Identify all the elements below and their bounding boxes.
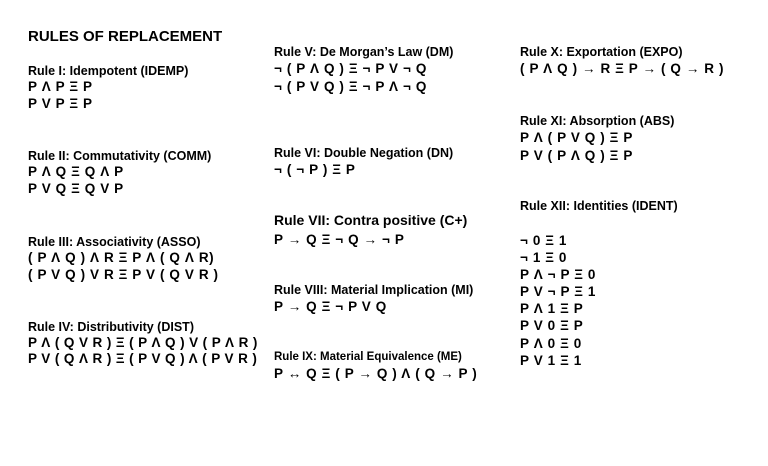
rule-12-line: P V 0 Ξ P <box>520 318 584 333</box>
rule-1-line: P Λ P Ξ P <box>28 79 93 94</box>
rule-8-line: P → Q Ξ ¬ P V Q <box>274 299 387 314</box>
rule-12-line: P V ¬ P Ξ 1 <box>520 284 596 299</box>
rule-9-heading: Rule IX: Material Equivalence (ME) <box>274 351 462 363</box>
rule-6-heading: Rule VI: Double Negation (DN) <box>274 146 454 160</box>
rule-7-heading: Rule VII: Contra positive (C+) <box>274 212 468 228</box>
rule-3-line: ( P Λ Q ) Λ R Ξ P Λ ( Q Λ R) <box>28 250 215 265</box>
rule-12-line: P Λ 1 Ξ P <box>520 301 584 316</box>
rule-5-line: ¬ ( P Λ Q ) Ξ ¬ P V ¬ Q <box>274 61 427 76</box>
rule-3-line: ( P V Q ) V R Ξ P V ( Q V R ) <box>28 267 219 282</box>
rule-12-line: ¬ 1 Ξ 0 <box>520 250 568 265</box>
rule-10-line: ( P Λ Q ) → R Ξ P → ( Q → R ) <box>520 61 725 76</box>
rule-4-line: P V ( Q Λ R ) Ξ ( P V Q ) Λ ( P V R ) <box>28 351 258 366</box>
rule-11-line: P Λ ( P V Q ) Ξ P <box>520 130 633 145</box>
rule-12-line: ¬ 0 Ξ 1 <box>520 233 568 248</box>
rule-12-line: P Λ ¬ P Ξ 0 <box>520 267 596 282</box>
rule-2-line: P V Q Ξ Q V P <box>28 181 124 196</box>
rule-11-heading: Rule XI: Absorption (ABS) <box>520 114 675 128</box>
rule-5-line: ¬ ( P V Q ) Ξ ¬ P Λ ¬ Q <box>274 79 427 94</box>
rule-6-line: ¬ ( ¬ P ) Ξ P <box>274 162 356 177</box>
rule-1-line: P V P Ξ P <box>28 96 93 111</box>
rule-8-heading: Rule VIII: Material Implication (MI) <box>274 283 474 297</box>
rule-4-heading: Rule IV: Distributivity (DIST) <box>28 320 194 334</box>
page-title: RULES OF REPLACEMENT <box>28 28 223 45</box>
rule-12-line: P Λ 0 Ξ 0 <box>520 336 582 351</box>
rule-4-line: P Λ ( Q V R ) Ξ ( P Λ Q ) V ( P Λ R ) <box>28 335 258 350</box>
rule-12-heading: Rule XII: Identities (IDENT) <box>520 199 678 213</box>
rule-1-heading: Rule I: Idempotent (IDEMP) <box>28 64 189 78</box>
rule-2-line: P Λ Q Ξ Q Λ P <box>28 164 124 179</box>
rule-7-line: P → Q Ξ ¬ Q → ¬ P <box>274 232 405 247</box>
rule-10-heading: Rule X: Exportation (EXPO) <box>520 45 683 59</box>
rule-3-heading: Rule III: Associativity (ASSO) <box>28 235 201 249</box>
rule-9-line: P ↔ Q Ξ ( P → Q ) Λ ( Q → P ) <box>274 366 478 381</box>
rule-5-heading: Rule V: De Morgan’s Law (DM) <box>274 45 454 59</box>
rule-11-line: P V ( P Λ Q ) Ξ P <box>520 148 633 163</box>
rule-12-line: P V 1 Ξ 1 <box>520 353 582 368</box>
rule-2-heading: Rule II: Commutativity (COMM) <box>28 149 212 163</box>
